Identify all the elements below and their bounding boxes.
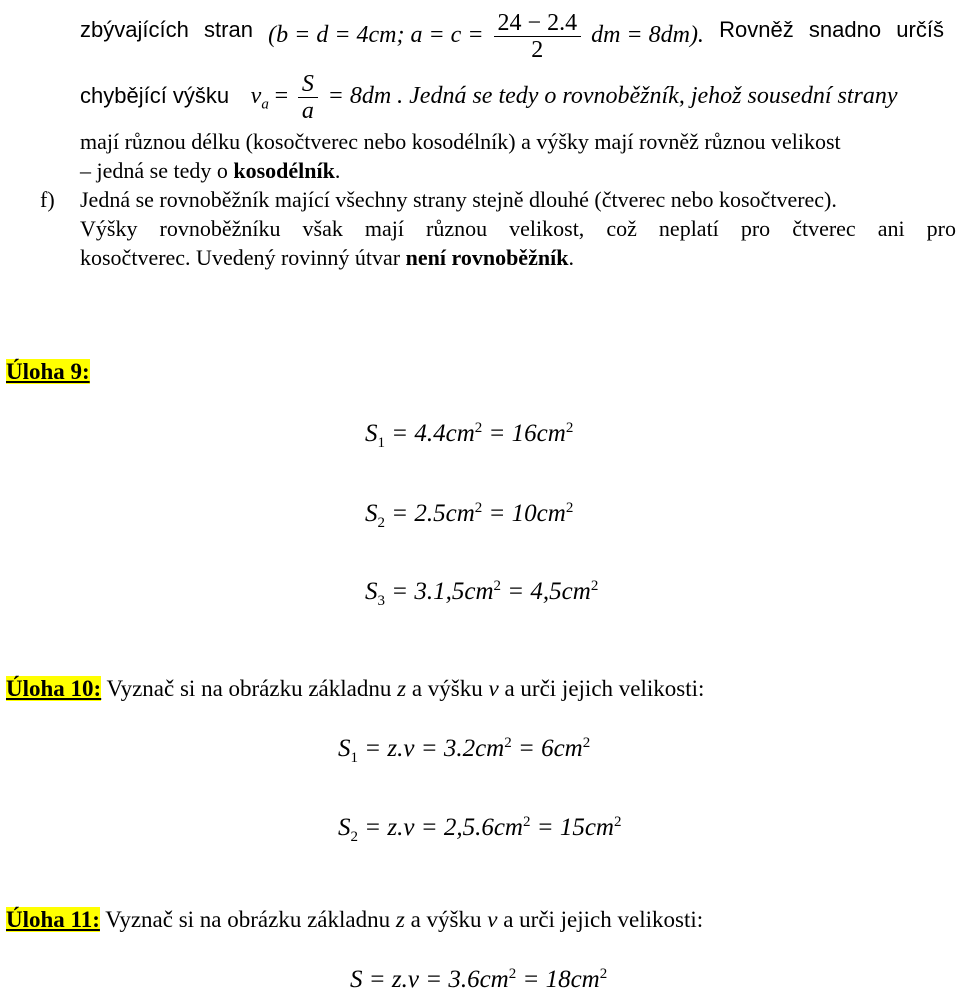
fraction-numerator: S <box>298 71 318 98</box>
eq-sub: 2 <box>377 515 385 531</box>
instruction-var: z <box>395 907 405 932</box>
item-f-line-1 <box>80 186 837 214</box>
item-f-line-3 <box>80 244 574 272</box>
eq-sup: 2 <box>599 966 608 982</box>
eq-end: = 10cm <box>488 500 566 527</box>
eq-mid: = 3.1,5cm <box>391 578 494 605</box>
instruction-text: a výšku <box>404 907 488 932</box>
eq-sup: 2 <box>565 420 574 436</box>
eq-mid: = z.v = 3.6cm <box>368 966 509 993</box>
eq-end: = 15cm <box>536 814 614 841</box>
heading-uloha-9 <box>6 358 90 386</box>
eq-end: = 16cm <box>488 420 566 447</box>
eq-mid: = z.v = 2,5.6cm <box>364 814 523 841</box>
word: stran <box>204 17 253 42</box>
equation-s3 <box>365 578 598 610</box>
heading-uloha-11 <box>6 906 703 934</box>
text: . <box>568 245 574 270</box>
fraction <box>494 10 582 63</box>
eq-sub: 3 <box>377 593 385 609</box>
eq-var: S <box>365 420 378 447</box>
formula-text: (b = d = 4cm; a = c = <box>268 22 484 49</box>
heading-label: Úloha 9: <box>6 359 90 384</box>
instruction-text: a urči jejich velikosti: <box>497 907 704 932</box>
eq-var: S <box>338 735 351 762</box>
formula-dimensions <box>268 10 704 63</box>
item-label-f: f) <box>40 187 55 212</box>
fraction-numerator: 24 − 2.4 <box>494 10 582 37</box>
item-f-line-2 <box>80 215 956 243</box>
eq-sup: 2 <box>474 420 483 436</box>
instruction-text: a výšku <box>406 676 489 701</box>
heading-label: Úloha 10: <box>6 676 102 701</box>
eq-var: S <box>350 966 363 993</box>
paragraph-line-2 <box>80 68 960 133</box>
eq-sup: 2 <box>582 735 591 751</box>
eq-sup: 2 <box>504 735 512 751</box>
fraction <box>298 71 318 124</box>
instruction-var: v <box>488 676 499 701</box>
text: chybějící výšku <box>80 83 230 108</box>
eq-sub: 2 <box>350 829 358 845</box>
instruction-text: Vyznač si na obrázku základnu <box>99 907 396 932</box>
eq-end: = 18cm <box>522 966 600 993</box>
formula-text: = 8dm . Jedná se tedy o rovnoběžník, jehož sousední strany <box>327 83 898 109</box>
word: určíš <box>896 17 944 42</box>
instruction-var: z <box>397 676 407 701</box>
eq-var: S <box>338 814 351 841</box>
text: kosočtverec. Uvedený rovinný útvar <box>80 245 406 270</box>
eq-sup: 2 <box>565 500 574 516</box>
word: Rovněž <box>719 17 794 42</box>
bold-term: není rovnoběžník <box>405 245 569 270</box>
equation-s1 <box>365 420 573 452</box>
text: mají různou délku (kosočtverec nebo kosodélník) a výšky mají rovněž různou velikost <box>80 129 841 154</box>
formula-var: v <box>250 83 262 109</box>
eq-mid: = 4.4cm <box>391 420 475 447</box>
eq-mid: = 2.5cm <box>391 500 475 527</box>
eq-sup: 2 <box>522 814 531 830</box>
equation-u10-s2 <box>338 814 622 846</box>
equation-u11-s <box>350 966 607 994</box>
eq-end: = 4,5cm <box>507 578 591 605</box>
fraction-denominator: a <box>301 98 314 125</box>
equation-u10-s1 <box>338 735 590 767</box>
eq-sub: 1 <box>377 435 385 451</box>
eq-sup: 2 <box>508 966 517 982</box>
word: snadno <box>808 17 882 42</box>
text: – jedná se tedy o <box>80 158 234 183</box>
eq-sup: 2 <box>493 578 502 594</box>
eq-var: S <box>365 578 378 605</box>
instruction-text: a urči jejich velikosti: <box>498 676 705 701</box>
fraction-denominator: 2 <box>531 37 544 63</box>
paragraph-line-3 <box>80 128 841 156</box>
instruction-var: v <box>487 907 498 932</box>
equation-s2 <box>365 500 573 532</box>
text: . <box>334 158 341 183</box>
eq-sup: 2 <box>474 500 483 516</box>
heading-label: Úloha 11: <box>6 907 100 932</box>
eq-sub: 1 <box>350 750 358 766</box>
eq-var: S <box>365 500 378 527</box>
bold-term: kosodélník <box>233 158 335 183</box>
word: zbývajících <box>80 17 189 42</box>
paragraph-line-4 <box>80 157 340 185</box>
eq-sup: 2 <box>590 578 599 594</box>
text: Jedná se rovnoběžník mající všechny strany stejně dlouhé (čtverec nebo kosočtverec). <box>80 187 837 212</box>
formula-text: dm = 8dm). <box>591 22 704 49</box>
formula-eq: = <box>274 83 289 109</box>
eq-sup: 2 <box>614 814 622 830</box>
heading-uloha-10 <box>6 675 704 703</box>
text: Výšky rovnoběžníku však mají různou velikost, což neplatí pro čtverec ani pro <box>80 216 956 241</box>
eq-end: = 6cm <box>517 735 583 762</box>
instruction-text: Vyznač si na obrázku základnu <box>101 676 398 701</box>
paragraph-line-1 <box>80 10 944 63</box>
formula-sub: a <box>261 96 269 113</box>
eq-mid: = z.v = 3.2cm <box>364 735 505 762</box>
